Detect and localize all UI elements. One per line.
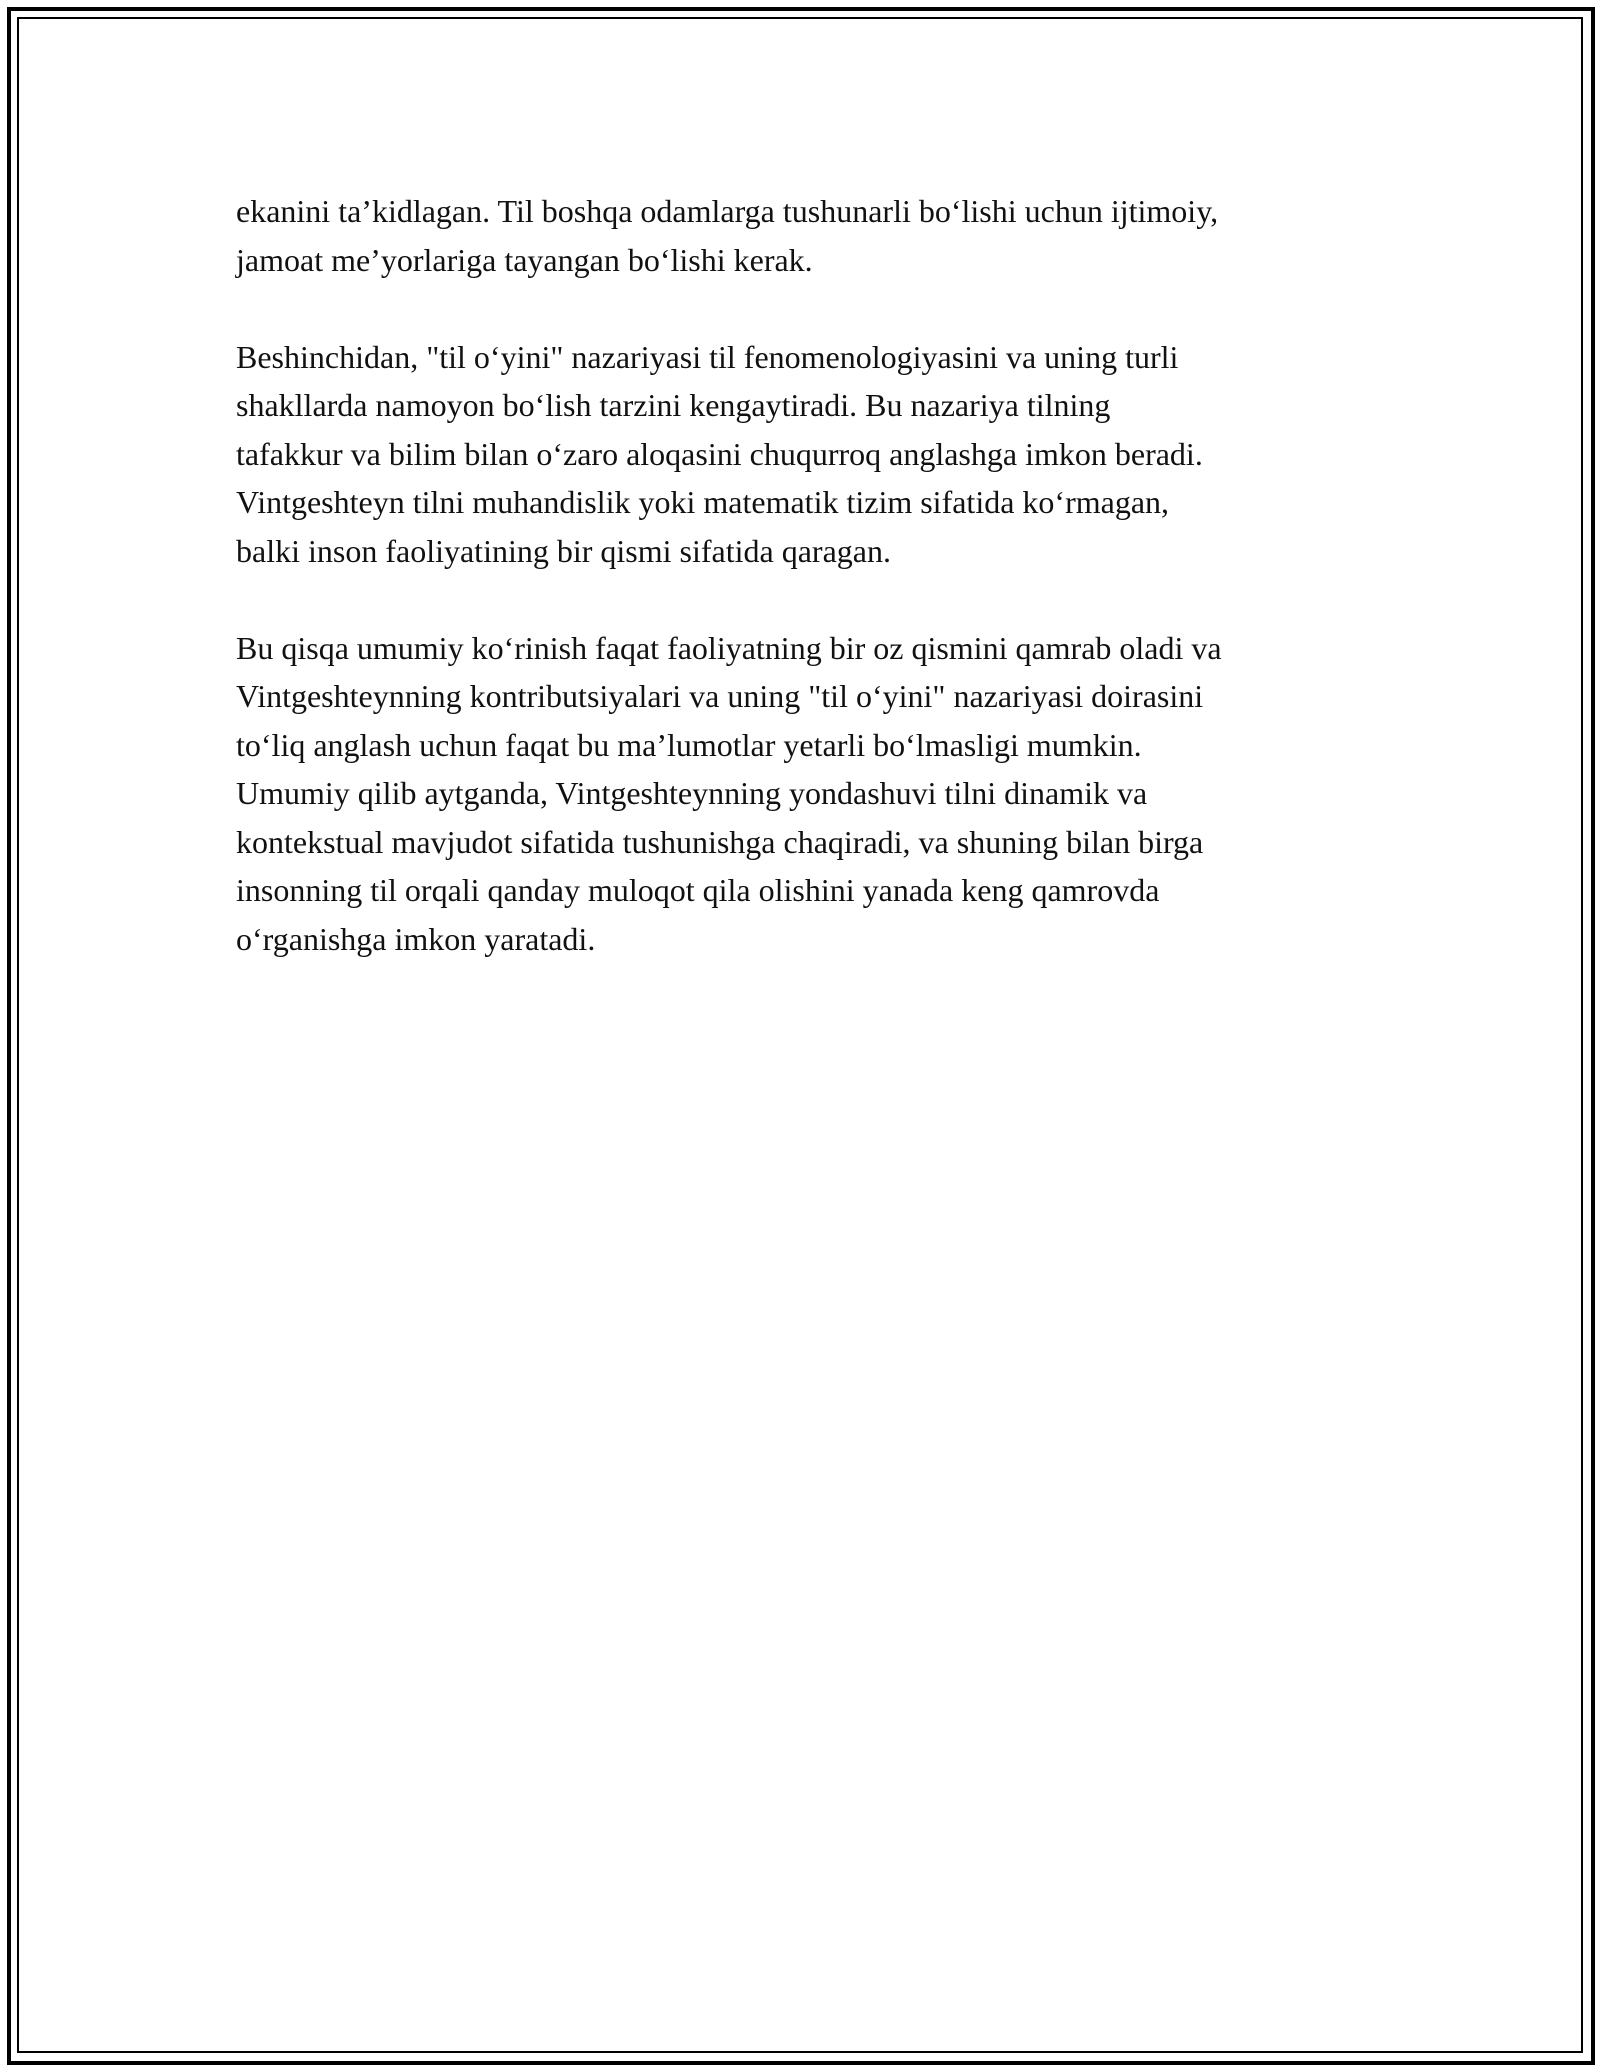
text-line: tafakkur va bilim bilan o‘zaro aloqasini chuqurroq anglashga imkon beradi. [236,435,1203,472]
text-line: kontekstual mavjudot sifatida tushunishga chaqiradi, va shuning bilan birga [236,823,1204,860]
text-line: ekanini ta’kidlagan. Til boshqa odamlarga tushunarli bo‘lishi uchun ijtimoiy, [236,193,1219,229]
text-line: jamoat me’yorlariga tayangan bo‘lishi kerak. [236,241,813,278]
text-line: Vintgeshteyn tilni muhandislik yoki matematik tizim sifatida ko‘rmagan, [236,484,1170,520]
text-line: Vintgeshteynning kontributsiyalari va uning "til o‘yini" nazariyasi doirasini [236,678,1204,714]
paragraph [236,624,1366,964]
text-line: Beshinchidan, "til o‘yini" nazariyasi til fenomenologiyasini va uning turli [236,338,1179,375]
document-body [236,187,1366,1012]
text-line: Umumiy qilib aytganda, Vintgeshteynning yondashuvi tilni dinamik va [236,775,1148,811]
paragraph [236,333,1366,576]
text-line: insonning til orqali qanday muloqot qila olishini yanada keng qamrovda [236,872,1160,908]
text-line: shakllarda namoyon bo‘lish tarzini kengaytiradi. Bu nazariya tilning [236,387,1111,423]
paragraph [236,187,1366,284]
text-line: o‘rganishga imkon yaratadi. [236,920,596,957]
text-line: Bu qisqa umumiy ko‘rinish faqat faoliyatning bir oz qismini qamrab oladi va [236,629,1222,666]
text-line: balki inson faoliyatining bir qismi sifatida qaragan. [236,532,891,569]
text-line: to‘liq anglash uchun faqat bu ma’lumotlar yetarli bo‘lmasligi mumkin. [236,726,1142,763]
